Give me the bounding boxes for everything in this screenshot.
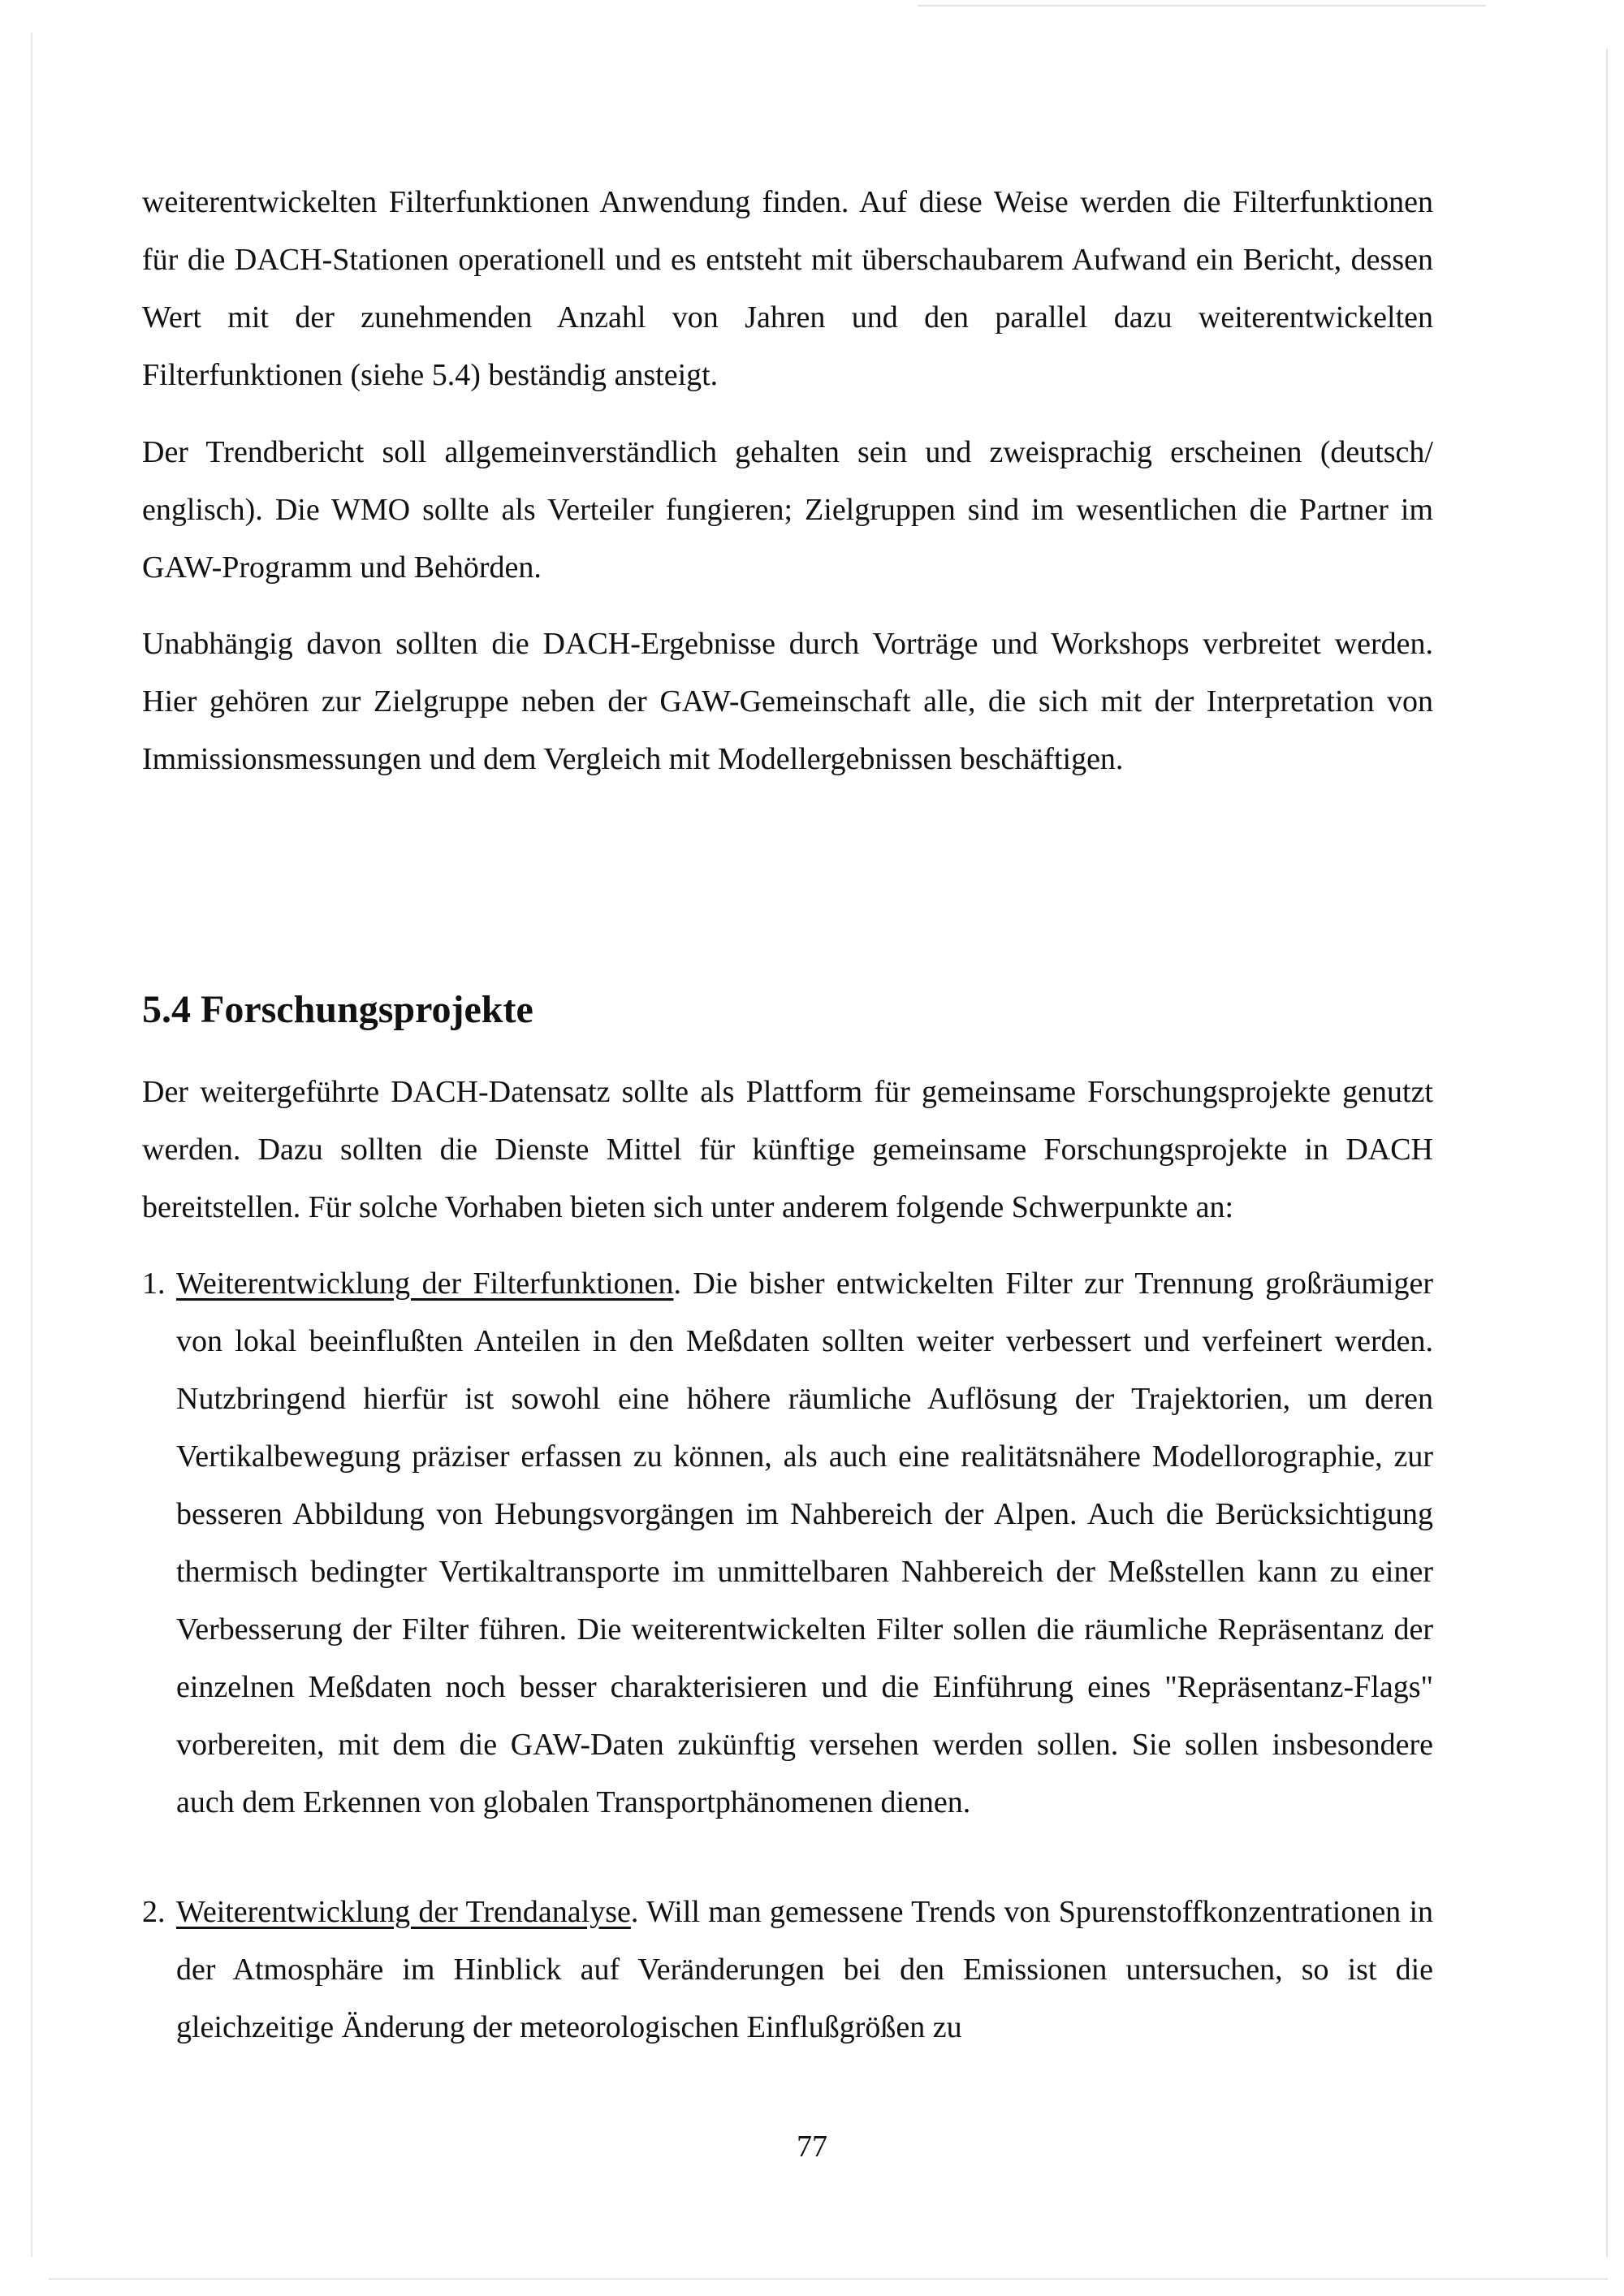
list-item-text: . Will man gemessene Trends von Spurenstoffkonzentrationen in der Atmosphäre im Hinblick auf Veränderungen bei den Emissionen untersuchen, so ist die gleichzeitige Änderung der meteorologischen Einflußgrößen zu bbox=[176, 1895, 1433, 2044]
paragraph-1: weiterentwickelten Filterfunktionen Anwendung finden. Auf diese Weise werden die Filterfunktionen für die DACH-Stationen operationell und es entsteht mit überschaubarem Aufwand ein Bericht, dessen Wert mit der zunehmenden Anzahl von Jahren und den parallel dazu weiterentwickelten Filterfunktionen (siehe 5.4) beständig ansteigt. bbox=[142, 185, 1433, 392]
list-item-lead: Weiterentwicklung der Trendanalyse bbox=[176, 1895, 631, 1929]
page-number: 77 bbox=[797, 2130, 827, 2164]
list-item-1 bbox=[142, 1255, 1433, 1832]
section-heading: 5.4 Forschungsprojekte bbox=[142, 988, 533, 1031]
list-item-text: . Die bisher entwickelten Filter zur Trennung großräumiger von lokal beeinflußten Anteilen in den Meßdaten sollten weiter verbessert und verfeinert werden. Nutzbringend hierfür ist sowohl eine höhere räumliche Auflösung der Trajektorien, um deren Vertikalbewegung präziser erfassen zu können, als auch eine realitätsnähere Modellorographie, zur besseren Abbildung von Hebungsvorgängen im Nahbereich der Alpen. Auch die Berücksichtigung thermisch bedingter Vertikaltransporte im unmittelbaren Nahbereich der Meßstellen kann zu einer Verbesserung der Filter führen. Die weiterentwickelten Filter sollen die räumliche Repräsentanz der einzelnen Meßdaten noch besser charakterisieren und die Einführung eines "Repräsentanz-Flags" vorbereiten, mit dem die GAW-Daten zukünftig versehen werden sollen. Sie sollen insbesondere auch dem Erkennen von globalen Transportphänomenen dienen. bbox=[176, 1267, 1434, 1819]
section-intro: Der weitergeführte DACH-Datensatz sollte als Plattform für gemeinsame Forschungsprojekte genutzt werden. Dazu sollten die Dienste Mittel für künftige gemeinsame Forschungsprojekte in DACH bereitstellen. Für solche Vorhaben bieten sich unter anderem folgende Schwerpunkte an: bbox=[142, 1075, 1433, 1224]
scan-edge-bottom bbox=[49, 2278, 1608, 2280]
paragraph-3: Unabhängig davon sollten die DACH-Ergebnisse durch Vorträge und Workshops verbreitet werden. Hier gehören zur Zielgruppe neben der GAW-Gemeinschaft alle, die sich mit der Interpretation von Immissionsmessungen und dem Vergleich mit Modellergebnissen beschäftigen. bbox=[142, 627, 1433, 776]
scan-edge-right bbox=[1606, 49, 1608, 2257]
list-item-lead: Weiterentwicklung der Filterfunktionen bbox=[176, 1267, 674, 1301]
paragraph-2: Der Trendbericht soll allgemeinverständlich gehalten sein und zweisprachig erscheinen (deutsch/ englisch). Die WMO sollte als Verteiler fungieren; Zielgruppen sind im wesentlichen die Partner im GAW-Programm und Behörden. bbox=[142, 435, 1433, 585]
list-number: 2. bbox=[142, 1895, 166, 1929]
scan-edge-top bbox=[918, 5, 1486, 6]
list-number: 1. bbox=[142, 1267, 166, 1301]
scan-edge-left bbox=[31, 32, 32, 2257]
list-item-2 bbox=[142, 1884, 1433, 2056]
